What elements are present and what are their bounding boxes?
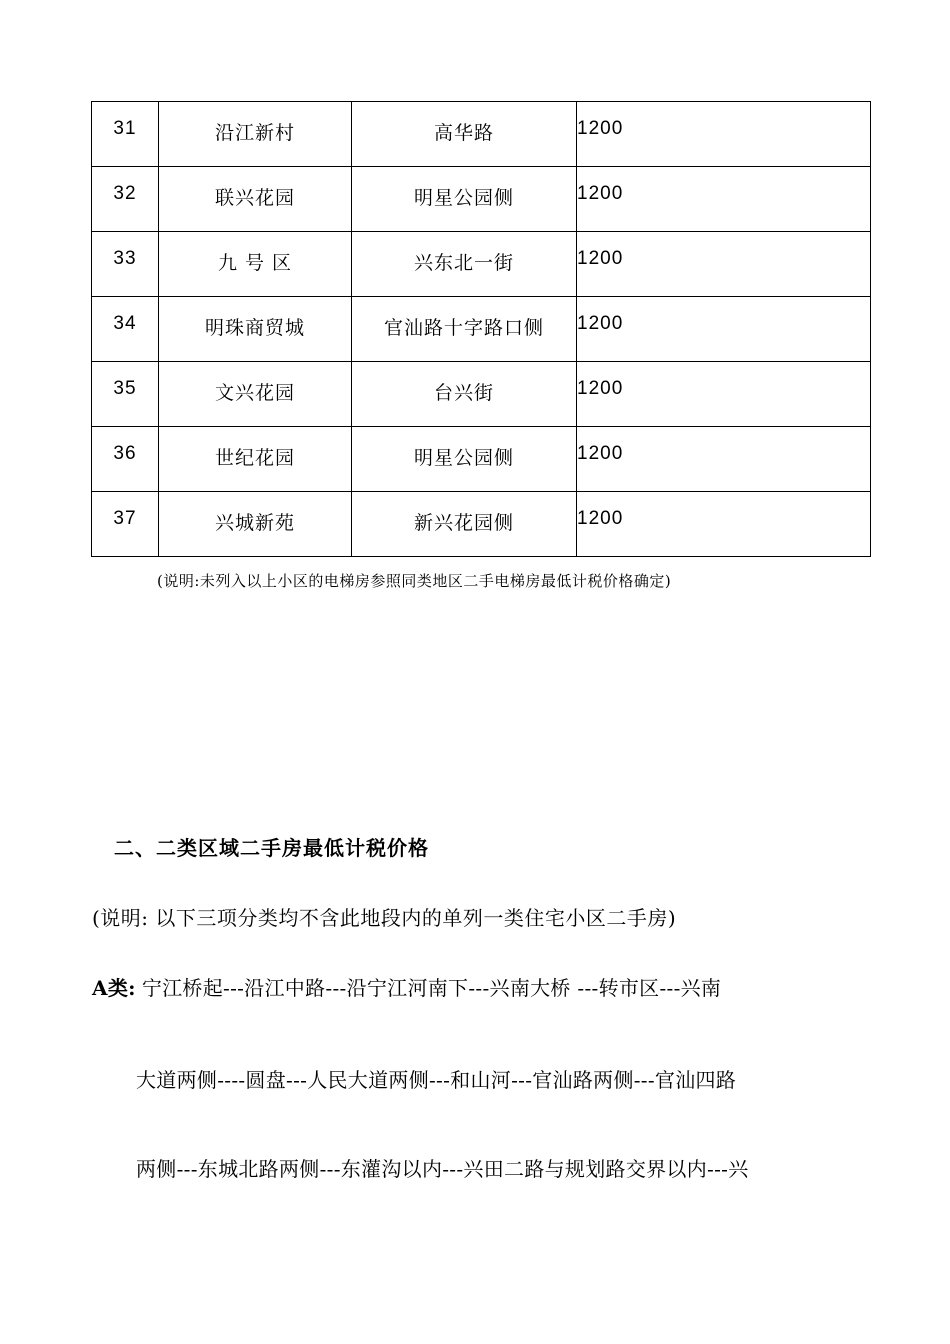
row-number: 34 [92, 297, 159, 362]
community-price: 1200 [577, 362, 871, 427]
community-location: 官汕路十字路口侧 [352, 297, 577, 362]
row-number: 36 [92, 427, 159, 492]
community-name: 沿江新村 [159, 102, 352, 167]
community-price: 1200 [577, 492, 871, 557]
row-number: 37 [92, 492, 159, 557]
community-name: 文兴花园 [159, 362, 352, 427]
table-row [92, 102, 871, 167]
community-price: 1200 [577, 232, 871, 297]
table-row [92, 167, 871, 232]
community-name: 联兴花园 [159, 167, 352, 232]
table-row [92, 232, 871, 297]
community-location: 台兴街 [352, 362, 577, 427]
community-name: 兴城新苑 [159, 492, 352, 557]
community-location: 兴东北一街 [352, 232, 577, 297]
price-table [91, 101, 871, 557]
community-location: 新兴花园侧 [352, 492, 577, 557]
category-a-line-1 [92, 972, 721, 1001]
community-name: 九 号 区 [159, 232, 352, 297]
row-number: 32 [92, 167, 159, 232]
table-row [92, 297, 871, 362]
table-row [92, 492, 871, 557]
table-note: (说明:未列入以上小区的电梯房参照同类地区二手电梯房最低计税价格确定) [157, 572, 672, 590]
category-a-text-1: 宁江桥起---沿江中路---沿宁江河南下---兴南大桥 ---转市区---兴南 [141, 976, 722, 1000]
table-row [92, 427, 871, 492]
community-name: 明珠商贸城 [159, 297, 352, 362]
community-location: 明星公园侧 [352, 167, 577, 232]
section-title: 二、二类区域二手房最低计税价格 [114, 836, 429, 860]
community-location: 高华路 [352, 102, 577, 167]
community-price: 1200 [577, 102, 871, 167]
category-a-label: A类: [92, 976, 136, 1000]
row-number: 31 [92, 102, 159, 167]
category-a-line-2: 大道两侧----圆盘---人民大道两侧---和山河---官汕路两侧---官汕四路 [136, 1068, 737, 1092]
table-row [92, 362, 871, 427]
community-price: 1200 [577, 297, 871, 362]
community-location: 明星公园侧 [352, 427, 577, 492]
row-number: 35 [92, 362, 159, 427]
community-name: 世纪花园 [159, 427, 352, 492]
community-price: 1200 [577, 427, 871, 492]
row-number: 33 [92, 232, 159, 297]
section-note: (说明: 以下三项分类均不含此地段内的单列一类住宅小区二手房) [92, 906, 677, 930]
community-price: 1200 [577, 167, 871, 232]
category-a-line-3: 两侧---东城北路两侧---东灌沟以内---兴田二路与规划路交界以内---兴 [136, 1157, 749, 1181]
